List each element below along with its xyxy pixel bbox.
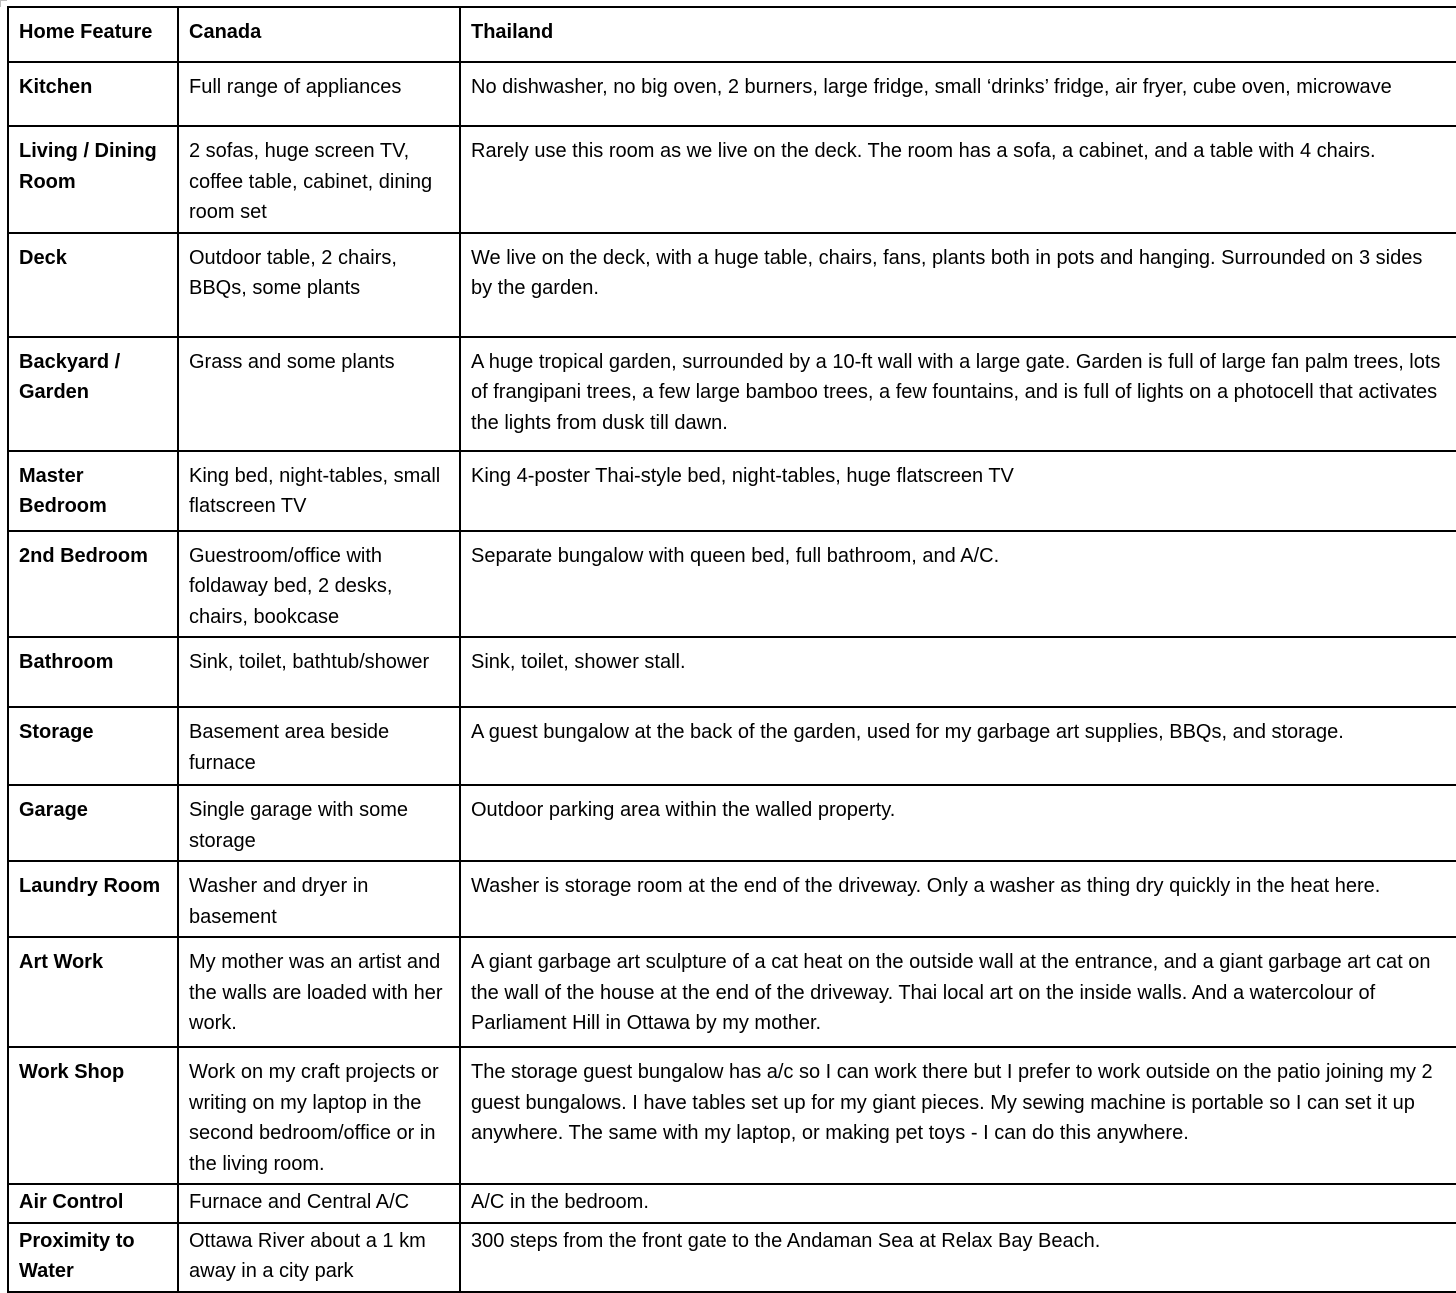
row-feature: Bathroom bbox=[8, 637, 178, 707]
table-row bbox=[8, 937, 1456, 1047]
table-row bbox=[8, 707, 1456, 785]
row-thailand: King 4-poster Thai-style bed, night-tables, huge flatscreen TV bbox=[460, 451, 1456, 531]
row-feature: 2nd Bedroom bbox=[8, 531, 178, 638]
row-thailand: Washer is storage room at the end of the driveway. Only a washer as thing dry quickly in the heat here. bbox=[460, 861, 1456, 937]
row-thailand: The storage guest bungalow has a/c so I can work there but I prefer to work outside on the patio joining my 2 guest bungalows. I have tables set up for my giant pieces. My sewing machine is portable so I can set it up anywhere. The same with my laptop, or making pet toys - I can do this anywhere. bbox=[460, 1047, 1456, 1184]
table-row bbox=[8, 1223, 1456, 1292]
row-feature: Kitchen bbox=[8, 62, 178, 126]
home-comparison-table bbox=[7, 6, 1456, 1293]
row-canada: Single garage with some storage bbox=[178, 785, 460, 861]
row-canada: Full range of appliances bbox=[178, 62, 460, 126]
row-thailand: A guest bungalow at the back of the garden, used for my garbage art supplies, BBQs, and storage. bbox=[460, 707, 1456, 785]
row-feature: Garage bbox=[8, 785, 178, 861]
table-row bbox=[8, 637, 1456, 707]
row-canada: Outdoor table, 2 chairs, BBQs, some plants bbox=[178, 233, 460, 337]
row-feature: Art Work bbox=[8, 937, 178, 1047]
row-thailand: No dishwasher, no big oven, 2 burners, large fridge, small ‘drinks’ fridge, air fryer, cube oven, microwave bbox=[460, 62, 1456, 126]
row-thailand: A giant garbage art sculpture of a cat heat on the outside wall at the entrance, and a giant garbage art cat on the wall of the house at the end of the driveway. Thai local art on the inside walls. And a watercolour of Parliament Hill in Ottawa by my mother. bbox=[460, 937, 1456, 1047]
row-thailand: Rarely use this room as we live on the deck. The room has a sofa, a cabinet, and a table with 4 chairs. bbox=[460, 126, 1456, 233]
table-row bbox=[8, 1047, 1456, 1184]
row-canada: Work on my craft projects or writing on my laptop in the second bedroom/office or in the living room. bbox=[178, 1047, 460, 1184]
row-feature: Deck bbox=[8, 233, 178, 337]
table-row bbox=[8, 126, 1456, 233]
row-canada: Furnace and Central A/C bbox=[178, 1184, 460, 1223]
row-thailand: 300 steps from the front gate to the Andaman Sea at Relax Bay Beach. bbox=[460, 1223, 1456, 1292]
row-feature: Backyard / Garden bbox=[8, 337, 178, 451]
row-thailand: A/C in the bedroom. bbox=[460, 1184, 1456, 1223]
header-feature: Home Feature bbox=[8, 7, 178, 62]
row-feature: Living / Dining Room bbox=[8, 126, 178, 233]
row-canada: 2 sofas, huge screen TV, coffee table, cabinet, dining room set bbox=[178, 126, 460, 233]
table-row bbox=[8, 62, 1456, 126]
row-thailand: We live on the deck, with a huge table, chairs, fans, plants both in pots and hanging. Surrounded on 3 sides by the garden. bbox=[460, 233, 1456, 337]
table-row bbox=[8, 233, 1456, 337]
row-feature: Laundry Room bbox=[8, 861, 178, 937]
row-feature: Proximity to Water bbox=[8, 1223, 178, 1292]
row-thailand: Separate bungalow with queen bed, full bathroom, and A/C. bbox=[460, 531, 1456, 638]
row-canada: King bed, night-tables, small flatscreen TV bbox=[178, 451, 460, 531]
table-row bbox=[8, 861, 1456, 937]
row-thailand: Sink, toilet, shower stall. bbox=[460, 637, 1456, 707]
table-row bbox=[8, 531, 1456, 638]
row-feature: Master Bedroom bbox=[8, 451, 178, 531]
row-thailand: Outdoor parking area within the walled property. bbox=[460, 785, 1456, 861]
table-row bbox=[8, 337, 1456, 451]
row-canada: My mother was an artist and the walls are loaded with her work. bbox=[178, 937, 460, 1047]
table-row bbox=[8, 785, 1456, 861]
table-row bbox=[8, 451, 1456, 531]
row-canada: Basement area beside furnace bbox=[178, 707, 460, 785]
header-canada: Canada bbox=[178, 7, 460, 62]
table-row bbox=[8, 1184, 1456, 1223]
row-feature: Storage bbox=[8, 707, 178, 785]
page-corner-mark bbox=[0, 0, 7, 7]
row-canada: Washer and dryer in basement bbox=[178, 861, 460, 937]
row-canada: Sink, toilet, bathtub/shower bbox=[178, 637, 460, 707]
row-canada: Ottawa River about a 1 km away in a city park bbox=[178, 1223, 460, 1292]
row-canada: Grass and some plants bbox=[178, 337, 460, 451]
row-feature: Air Control bbox=[8, 1184, 178, 1223]
row-thailand: A huge tropical garden, surrounded by a 10-ft wall with a large gate. Garden is full of large fan palm trees, lots of frangipani trees, a few large bamboo trees, a few fountains, and is full of lights on a photocell that activates the lights from dusk till dawn. bbox=[460, 337, 1456, 451]
header-row bbox=[8, 7, 1456, 62]
row-canada: Guestroom/office with foldaway bed, 2 desks, chairs, bookcase bbox=[178, 531, 460, 638]
header-thailand: Thailand bbox=[460, 7, 1456, 62]
row-feature: Work Shop bbox=[8, 1047, 178, 1184]
